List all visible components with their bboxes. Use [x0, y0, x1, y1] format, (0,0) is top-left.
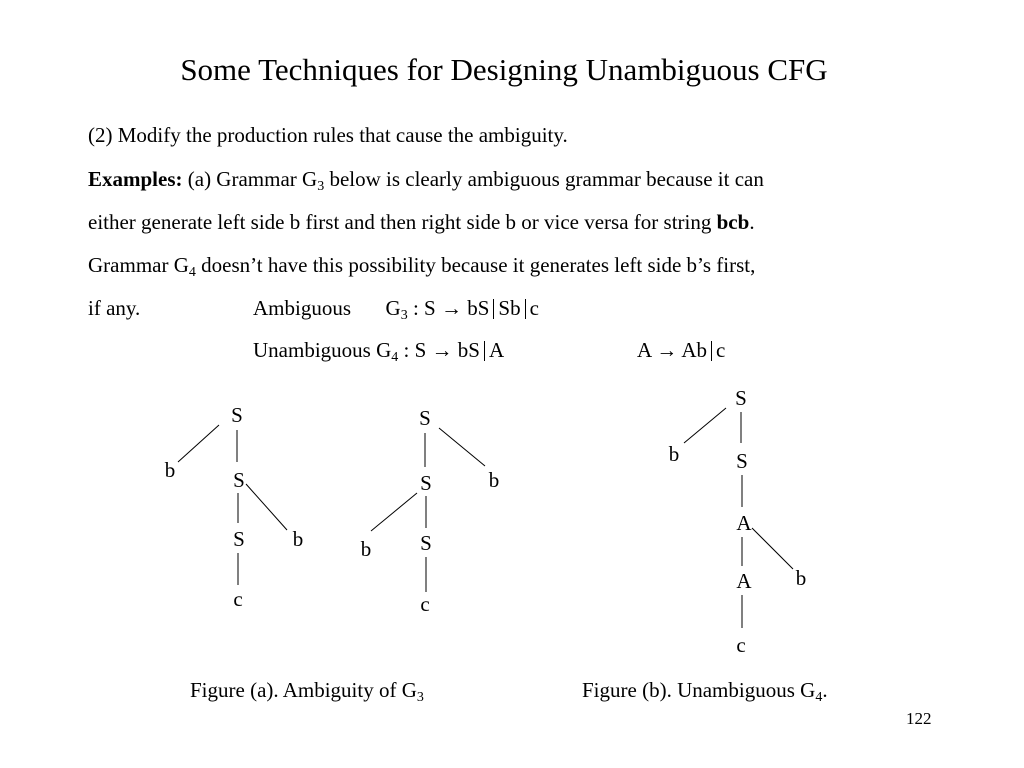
tree-a2-root-node: S	[419, 406, 431, 430]
tree-b-s2-node: S	[736, 449, 748, 473]
examples-text-2a: either generate left side b first and then right side b or vice versa for string	[88, 210, 712, 234]
tree-a1-left-b: b	[164, 458, 176, 482]
tree-a1-leaf: c	[233, 587, 243, 611]
parse-tree-a2	[361, 406, 500, 616]
g4-name: G	[376, 338, 392, 362]
g3-name-sub: 3	[400, 308, 408, 323]
tree-b-a2-node: A	[736, 569, 752, 593]
tree-a1-mid-node: S	[233, 468, 245, 492]
caption-figure-a	[190, 676, 424, 704]
caption-a-sub: 3	[416, 690, 424, 705]
caption-figure-b	[582, 676, 828, 704]
examples-text-4a: if any.	[88, 296, 141, 320]
tree-b-a1-node: A	[736, 511, 752, 535]
tree-a2-right-b: b	[488, 468, 500, 492]
g3-rhs-3: c	[529, 296, 539, 320]
unambiguous-label: Unambiguous	[253, 338, 371, 362]
parse-tree-b	[669, 386, 807, 657]
a-rhs-2: c	[716, 338, 726, 362]
g4-rhs-2: A	[488, 338, 505, 362]
parse-tree-a1	[165, 403, 304, 611]
tree-b-right-b: b	[795, 566, 807, 590]
g3-rhs-2: Sb	[498, 296, 521, 320]
a-rhs-1: Ab	[681, 338, 708, 362]
ambiguous-label: Ambiguous	[253, 296, 352, 320]
tree-a1-root-node: S	[231, 403, 243, 427]
tree-b-edge	[684, 408, 726, 443]
examples-text-3a: Grammar G	[88, 253, 189, 277]
examples-text-2-end: .	[749, 210, 755, 234]
slide-title: Some Techniques for Designing Unambiguous CFG	[180, 52, 828, 87]
arrow-icon: →	[431, 338, 453, 362]
tree-a1-low-node: S	[233, 527, 245, 551]
examples-text-3b: doesn’t have this possibility because it generates left side b’s first,	[201, 253, 756, 277]
g4-name-sub: 4	[391, 350, 399, 365]
tree-a2-mid-node: S	[420, 471, 432, 495]
g4-rhs-1: bS	[457, 338, 480, 362]
arrow-icon: →	[440, 296, 462, 320]
caption-b-end: .	[822, 678, 828, 702]
g4-lhs: : S	[403, 338, 427, 362]
caption-b-sub: 4	[815, 690, 823, 705]
tree-a1-right-b: b	[292, 527, 304, 551]
tree-b-left-b: b	[668, 442, 680, 466]
g4-subscript: 4	[188, 265, 196, 280]
examples-label: Examples:	[88, 167, 183, 191]
tree-a2-leaf: c	[420, 592, 430, 616]
tree-b-edge	[752, 528, 793, 569]
caption-b-text: Figure (b). Unambiguous G	[582, 678, 816, 702]
tree-b-root-node: S	[735, 386, 747, 410]
tree-b-leaf: c	[736, 633, 746, 657]
arrow-icon: →	[656, 338, 678, 362]
tree-a1-edge	[178, 425, 219, 462]
tree-a1-edge	[246, 484, 287, 530]
tree-a2-left-b: b	[360, 537, 372, 561]
string-bcb: bcb	[716, 210, 750, 234]
a-lhs: A	[637, 338, 652, 362]
tree-a2-edge	[371, 493, 417, 531]
tree-a2-low-node: S	[420, 531, 432, 555]
g3-subscript: 3	[317, 179, 325, 194]
g3-lhs: : S	[412, 296, 436, 320]
caption-a-text: Figure (a). Ambiguity of G	[190, 678, 417, 702]
g3-rhs-1: bS	[467, 296, 490, 320]
examples-text-1b: below is clearly ambiguous grammar because it can	[329, 167, 764, 191]
tree-a2-edge	[439, 428, 485, 466]
examples-text-1a: (a) Grammar G	[187, 167, 318, 191]
page-number: 122	[906, 709, 932, 728]
g3-name: G	[385, 296, 401, 320]
intro-text: (2) Modify the production rules that cause the ambiguity.	[88, 123, 568, 147]
